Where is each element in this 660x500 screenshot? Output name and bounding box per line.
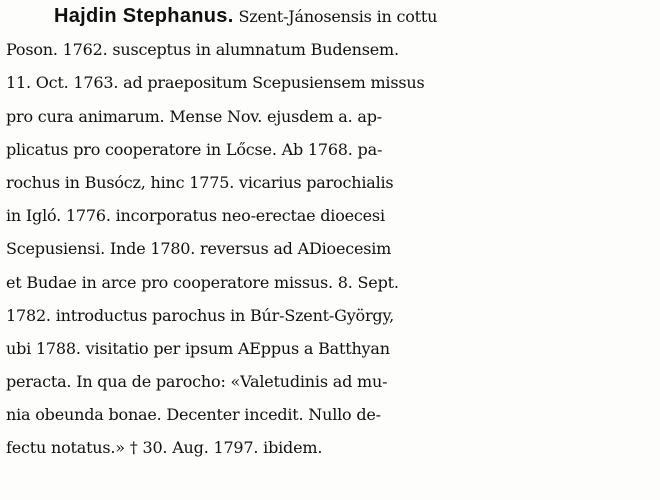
- entry-line: peracta. In qua de parocho: «Valetudinis ad mu-: [6, 372, 388, 392]
- biographical-entry: [6, 0, 656, 465]
- entry-line: in Igló. 1776. incorporatus neo-erectae dioecesi: [6, 206, 385, 226]
- entry-name: Hajdin Stephanus.: [54, 5, 234, 27]
- entry-first-line-text: Szent-Jánosensis in cottu: [233, 7, 438, 26]
- entry-line: 11. Oct. 1763. ad praepositum Scepusiensem missus: [6, 73, 425, 93]
- entry-first-line: [6, 0, 656, 33]
- entry-line: ubi 1788. visitatio per ipsum AEppus a Batthyan: [6, 338, 390, 358]
- entry-line: Poson. 1762. susceptus in alumnatum Budensem.: [6, 40, 399, 60]
- entry-line: pro cura animarum. Mense Nov. ejusdem a. ap-: [6, 106, 382, 126]
- entry-line: et Budae in arce pro cooperatore missus. 8. Sept.: [6, 272, 399, 292]
- entry-line: 1782. introductus parochus in Búr-Szent-György,: [6, 305, 395, 325]
- entry-line: Scepusiensi. Inde 1780. reversus ad ADioecesim: [6, 239, 392, 259]
- entry-line: plicatus pro cooperatore in Lőcse. Ab 1768. pa-: [6, 139, 383, 159]
- entry-line: rochus in Busócz, hinc 1775. vicarius parochialis: [6, 172, 394, 192]
- entry-line: fectu notatus.» † 30. Aug. 1797. ibidem.: [6, 438, 323, 458]
- entry-line: nia obeunda bonae. Decenter incedit. Nullo de-: [6, 405, 381, 425]
